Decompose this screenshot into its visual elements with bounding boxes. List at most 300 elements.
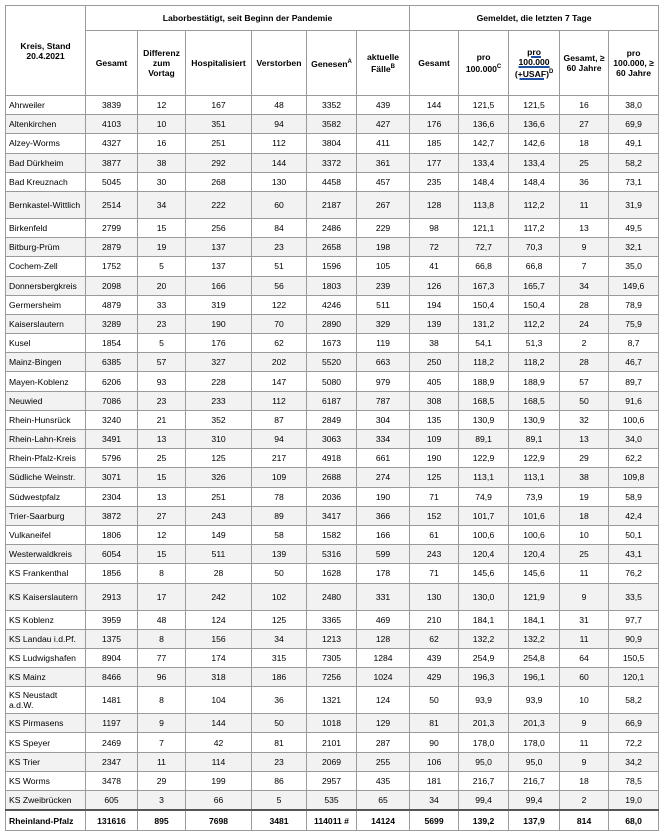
table-cell: 7: [560, 257, 609, 276]
table-cell: 13: [138, 430, 186, 449]
table-cell: 56: [252, 276, 307, 295]
table-cell: 318: [186, 668, 252, 687]
table-cell: 7256: [307, 668, 357, 687]
table-cell: 28: [560, 295, 609, 314]
table-cell: 366: [357, 506, 410, 525]
table-row: [6, 449, 659, 468]
table-cell: 7305: [307, 648, 357, 667]
table-cell: 31: [560, 610, 609, 629]
table-cell: 100,6: [609, 410, 659, 429]
table-cell: 3804: [307, 134, 357, 153]
table-cell: 3491: [86, 430, 138, 449]
table-cell: 361: [357, 153, 410, 172]
total-cell: 7698: [186, 810, 252, 831]
table-cell: 2688: [307, 468, 357, 487]
table-cell: 102: [252, 583, 307, 610]
table-cell: 184,1: [459, 610, 509, 629]
table-cell: 128: [357, 629, 410, 648]
table-cell: 4103: [86, 115, 138, 134]
table-cell: 168,5: [459, 391, 509, 410]
table-cell: 1806: [86, 525, 138, 544]
table-cell: 535: [307, 791, 357, 811]
table-cell: 60: [252, 191, 307, 218]
table-cell: 3959: [86, 610, 138, 629]
district-name: Altenkirchen: [6, 115, 86, 134]
table-row: [6, 687, 659, 714]
district-name: KS Pirmasens: [6, 714, 86, 733]
district-name: Mainz-Bingen: [6, 353, 86, 372]
column-header-label: Gesamt: [418, 58, 450, 68]
table-row: [6, 506, 659, 525]
table-cell: 1628: [307, 564, 357, 583]
table-cell: 122,9: [509, 449, 560, 468]
district-name: Birkenfeld: [6, 218, 86, 237]
table-cell: 427: [357, 115, 410, 134]
table-cell: 66,9: [609, 714, 659, 733]
total-row: [6, 810, 659, 831]
table-cell: 73,9: [509, 487, 560, 506]
table-cell: 2069: [307, 752, 357, 771]
table-cell: 95,0: [459, 752, 509, 771]
column-header-label: Differenz zum Vortag: [143, 48, 180, 78]
table-cell: 112: [252, 134, 307, 153]
table-row: [6, 115, 659, 134]
district-name: Cochem-Zell: [6, 257, 86, 276]
district-name: Bad Dürkheim: [6, 153, 86, 172]
table-cell: 217: [252, 449, 307, 468]
table-cell: 101,6: [509, 506, 560, 525]
table-cell: 149: [186, 525, 252, 544]
table-cell: 1197: [86, 714, 138, 733]
total-cell: 3481: [252, 810, 307, 831]
district-name: Neuwied: [6, 391, 86, 410]
table-cell: 142,6: [509, 134, 560, 153]
table-row: [6, 353, 659, 372]
table-cell: 61: [410, 525, 459, 544]
table-cell: 3839: [86, 96, 138, 115]
table-cell: 106: [410, 752, 459, 771]
district-name: Bernkastel-Wittlich: [6, 191, 86, 218]
table-cell: 16: [138, 134, 186, 153]
table-cell: 2879: [86, 238, 138, 257]
district-name: Kusel: [6, 334, 86, 353]
table-cell: 2347: [86, 752, 138, 771]
district-name: Rhein-Hunsrück: [6, 410, 86, 429]
table-cell: 194: [410, 295, 459, 314]
table-cell: 292: [186, 153, 252, 172]
table-cell: 130,0: [459, 583, 509, 610]
table-cell: 49,1: [609, 134, 659, 153]
table-row: [6, 668, 659, 687]
table-cell: 13: [138, 487, 186, 506]
table-row: [6, 410, 659, 429]
total-cell: 131616: [86, 810, 138, 831]
table-cell: 78,9: [609, 295, 659, 314]
table-cell: 66,8: [459, 257, 509, 276]
table-cell: 663: [357, 353, 410, 372]
table-cell: 51,3: [509, 334, 560, 353]
table-cell: 2304: [86, 487, 138, 506]
total-cell: 137,9: [509, 810, 560, 831]
table-cell: 661: [357, 449, 410, 468]
table-cell: 3289: [86, 314, 138, 333]
table-cell: 145,6: [459, 564, 509, 583]
table-cell: 12: [138, 525, 186, 544]
table-cell: 133,4: [459, 153, 509, 172]
table-cell: 315: [252, 648, 307, 667]
table-cell: 177: [410, 153, 459, 172]
table-row: [6, 791, 659, 811]
table-cell: 31,9: [609, 191, 659, 218]
table-cell: 130: [252, 172, 307, 191]
table-cell: 6206: [86, 372, 138, 391]
table-cell: 174: [186, 648, 252, 667]
table-cell: 2658: [307, 238, 357, 257]
table-cell: 121,9: [509, 583, 560, 610]
table-cell: 181: [410, 771, 459, 790]
table-cell: 16: [560, 96, 609, 115]
table-cell: 9: [560, 583, 609, 610]
table-cell: 34,2: [609, 752, 659, 771]
table-cell: 5316: [307, 545, 357, 564]
district-name: KS Mainz: [6, 668, 86, 687]
table-cell: 599: [357, 545, 410, 564]
table-row: [6, 314, 659, 333]
table-cell: 327: [186, 353, 252, 372]
table-cell: 2469: [86, 733, 138, 752]
table-cell: 9: [138, 714, 186, 733]
table-cell: 38,0: [609, 96, 659, 115]
table-cell: 126: [410, 276, 459, 295]
corona-district-table: [5, 5, 659, 831]
table-cell: 101,7: [459, 506, 509, 525]
table-cell: 78: [252, 487, 307, 506]
table-cell: 196,1: [509, 668, 560, 687]
table-row: [6, 172, 659, 191]
table-cell: 119: [357, 334, 410, 353]
table-cell: 42: [186, 733, 252, 752]
table-cell: 11: [138, 752, 186, 771]
table-cell: 41: [410, 257, 459, 276]
column-header: [186, 31, 252, 96]
group-header-last-7-days: Gemeldet, die letzten 7 Tage: [410, 6, 659, 31]
table-cell: 113,1: [459, 468, 509, 487]
table-cell: 72: [410, 238, 459, 257]
table-cell: 352: [186, 410, 252, 429]
table-cell: 199: [186, 771, 252, 790]
table-cell: 150,4: [509, 295, 560, 314]
table-cell: 91,6: [609, 391, 659, 410]
table-cell: 70,3: [509, 238, 560, 257]
table-cell: 1582: [307, 525, 357, 544]
table-row: [6, 583, 659, 610]
column-header: [307, 31, 357, 96]
table-cell: 3417: [307, 506, 357, 525]
footnote-marker: A: [347, 59, 352, 66]
table-cell: 5045: [86, 172, 138, 191]
table-row: [6, 238, 659, 257]
table-cell: 168,5: [509, 391, 560, 410]
table-cell: 4918: [307, 449, 357, 468]
column-header: [609, 31, 659, 96]
table-cell: 334: [357, 430, 410, 449]
table-cell: 787: [357, 391, 410, 410]
district-name: Alzey-Worms: [6, 134, 86, 153]
table-cell: 19: [138, 238, 186, 257]
table-cell: 351: [186, 115, 252, 134]
total-cell: 14124: [357, 810, 410, 831]
table-row: [6, 487, 659, 506]
table-cell: 222: [186, 191, 252, 218]
table-row: [6, 564, 659, 583]
table-cell: 100,6: [509, 525, 560, 544]
table-cell: 24: [560, 314, 609, 333]
table-cell: 87: [252, 410, 307, 429]
column-header: [459, 31, 509, 96]
table-cell: 201,3: [509, 714, 560, 733]
table-cell: 5080: [307, 372, 357, 391]
table-cell: 23: [138, 314, 186, 333]
table-cell: 166: [357, 525, 410, 544]
district-name: KS Koblenz: [6, 610, 86, 629]
table-cell: 57: [138, 353, 186, 372]
table-cell: 99,4: [509, 791, 560, 811]
table-cell: 33,5: [609, 583, 659, 610]
table-cell: 1321: [307, 687, 357, 714]
district-name: Germersheim: [6, 295, 86, 314]
table-cell: 6187: [307, 391, 357, 410]
column-header-label: aktuelle Fälle: [367, 52, 400, 74]
table-cell: 11: [560, 191, 609, 218]
table-cell: 25: [560, 153, 609, 172]
table-cell: 2890: [307, 314, 357, 333]
table-cell: 148,4: [509, 172, 560, 191]
table-cell: 36: [252, 687, 307, 714]
table-cell: 2514: [86, 191, 138, 218]
table-cell: 7: [138, 733, 186, 752]
table-cell: 3365: [307, 610, 357, 629]
corner-header: Kreis, Stand 20.4.2021: [6, 6, 86, 96]
district-name: Ahrweiler: [6, 96, 86, 115]
table-cell: 93,9: [509, 687, 560, 714]
table-cell: 156: [186, 629, 252, 648]
table-cell: 243: [186, 506, 252, 525]
table-cell: 457: [357, 172, 410, 191]
table-cell: 58,2: [609, 687, 659, 714]
table-cell: 255: [357, 752, 410, 771]
table-cell: 2849: [307, 410, 357, 429]
table-cell: 58,2: [609, 153, 659, 172]
table-cell: 3: [138, 791, 186, 811]
table-cell: 124: [357, 687, 410, 714]
table-cell: 242: [186, 583, 252, 610]
table-cell: 50: [560, 391, 609, 410]
table-cell: 11: [560, 733, 609, 752]
table-cell: 178,0: [509, 733, 560, 752]
table-cell: 70: [252, 314, 307, 333]
table-cell: 98: [410, 218, 459, 237]
table-cell: 28: [560, 353, 609, 372]
table-cell: 38: [410, 334, 459, 353]
table-row: [6, 714, 659, 733]
table-cell: 274: [357, 468, 410, 487]
table-cell: 62: [252, 334, 307, 353]
table-cell: 135: [410, 410, 459, 429]
district-name: Rhein-Lahn-Kreis: [6, 430, 86, 449]
table-cell: 19,0: [609, 791, 659, 811]
total-cell: 68,0: [609, 810, 659, 831]
table-cell: 1018: [307, 714, 357, 733]
table-cell: 411: [357, 134, 410, 153]
total-label: Rheinland-Pfalz: [6, 810, 86, 831]
table-cell: 29: [138, 771, 186, 790]
table-cell: 8: [138, 564, 186, 583]
total-cell: 114011 #: [307, 810, 357, 831]
column-header: [410, 31, 459, 96]
table-row: [6, 153, 659, 172]
table-cell: 125: [410, 468, 459, 487]
table-cell: 142,7: [459, 134, 509, 153]
column-header: [560, 31, 609, 96]
table-cell: 19: [560, 487, 609, 506]
table-cell: 166: [186, 276, 252, 295]
table-cell: 185: [410, 134, 459, 153]
column-header: [138, 31, 186, 96]
table-cell: 89,7: [609, 372, 659, 391]
table-cell: 34: [252, 629, 307, 648]
table-row: [6, 545, 659, 564]
table-row: [6, 218, 659, 237]
table-row: [6, 468, 659, 487]
table-cell: 43,1: [609, 545, 659, 564]
table-cell: 7086: [86, 391, 138, 410]
table-cell: 2913: [86, 583, 138, 610]
table-cell: 118,2: [509, 353, 560, 372]
table-cell: 23: [252, 752, 307, 771]
table-row: [6, 391, 659, 410]
table-cell: 75,9: [609, 314, 659, 333]
table-cell: 104: [186, 687, 252, 714]
district-name: KS Trier: [6, 752, 86, 771]
table-cell: 121,1: [459, 218, 509, 237]
district-name: Donnersbergkreis: [6, 276, 86, 295]
table-cell: 73,1: [609, 172, 659, 191]
table-cell: 32,1: [609, 238, 659, 257]
table-cell: 58,9: [609, 487, 659, 506]
table-cell: 50,1: [609, 525, 659, 544]
table-cell: 89: [252, 506, 307, 525]
table-cell: 1854: [86, 334, 138, 353]
table-cell: 21: [138, 410, 186, 429]
table-cell: 113,1: [509, 468, 560, 487]
table-cell: 129: [357, 714, 410, 733]
district-name: KS Zweibrücken: [6, 791, 86, 811]
table-cell: 15: [138, 545, 186, 564]
table-cell: 2: [560, 791, 609, 811]
district-name: Westerwaldkreis: [6, 545, 86, 564]
district-name: KS Worms: [6, 771, 86, 790]
table-cell: 3240: [86, 410, 138, 429]
table-cell: 10: [138, 115, 186, 134]
table-cell: 10: [560, 525, 609, 544]
district-name: KS Kaiserslautern: [6, 583, 86, 610]
table-cell: 54,1: [459, 334, 509, 353]
table-cell: 5: [138, 334, 186, 353]
footnote-marker: B: [390, 64, 395, 71]
table-cell: 150,5: [609, 648, 659, 667]
table-cell: 51: [252, 257, 307, 276]
district-name: Trier-Saarburg: [6, 506, 86, 525]
table-cell: 149,6: [609, 276, 659, 295]
table-cell: 132,2: [509, 629, 560, 648]
table-cell: 165,7: [509, 276, 560, 295]
table-cell: 198: [357, 238, 410, 257]
table-cell: 130,9: [509, 410, 560, 429]
total-cell: 139,2: [459, 810, 509, 831]
district-name: Vulkaneifel: [6, 525, 86, 544]
table-cell: 89,1: [509, 430, 560, 449]
table-cell: 8: [138, 687, 186, 714]
table-cell: 136,6: [509, 115, 560, 134]
table-cell: 72,2: [609, 733, 659, 752]
table-cell: 23: [138, 391, 186, 410]
table-cell: 90: [410, 733, 459, 752]
table-cell: 268: [186, 172, 252, 191]
table-cell: 8466: [86, 668, 138, 687]
table-cell: 8904: [86, 648, 138, 667]
table-cell: 132,2: [459, 629, 509, 648]
table-cell: 15: [138, 218, 186, 237]
table-cell: 210: [410, 610, 459, 629]
table-cell: 120,4: [509, 545, 560, 564]
table-cell: 112: [252, 391, 307, 410]
district-name: Mayen-Koblenz: [6, 372, 86, 391]
table-cell: 18: [560, 506, 609, 525]
table-cell: 144: [252, 153, 307, 172]
table-cell: 405: [410, 372, 459, 391]
table-cell: 188,9: [509, 372, 560, 391]
table-cell: 32: [560, 410, 609, 429]
column-header: [509, 31, 560, 96]
table-cell: 5: [252, 791, 307, 811]
table-cell: 15: [138, 468, 186, 487]
table-cell: 57: [560, 372, 609, 391]
table-cell: 148,4: [459, 172, 509, 191]
table-cell: 12: [138, 96, 186, 115]
table-cell: 256: [186, 218, 252, 237]
table-cell: 62,2: [609, 449, 659, 468]
table-row: [6, 96, 659, 115]
table-cell: 120,1: [609, 668, 659, 687]
table-cell: 100,6: [459, 525, 509, 544]
table-cell: 439: [357, 96, 410, 115]
table-cell: 105: [357, 257, 410, 276]
table-cell: 96: [138, 668, 186, 687]
column-header-label: Gesamt, ≥ 60 Jahre: [563, 53, 605, 73]
table-cell: 8: [138, 629, 186, 648]
table-row: [6, 134, 659, 153]
table-cell: 124: [186, 610, 252, 629]
table-cell: 2486: [307, 218, 357, 237]
table-cell: 250: [410, 353, 459, 372]
table-cell: 130: [410, 583, 459, 610]
table-cell: 18: [560, 771, 609, 790]
table-cell: 118,2: [459, 353, 509, 372]
table-cell: 29: [560, 449, 609, 468]
table-cell: 94: [252, 115, 307, 134]
table-row: [6, 629, 659, 648]
table-cell: 308: [410, 391, 459, 410]
